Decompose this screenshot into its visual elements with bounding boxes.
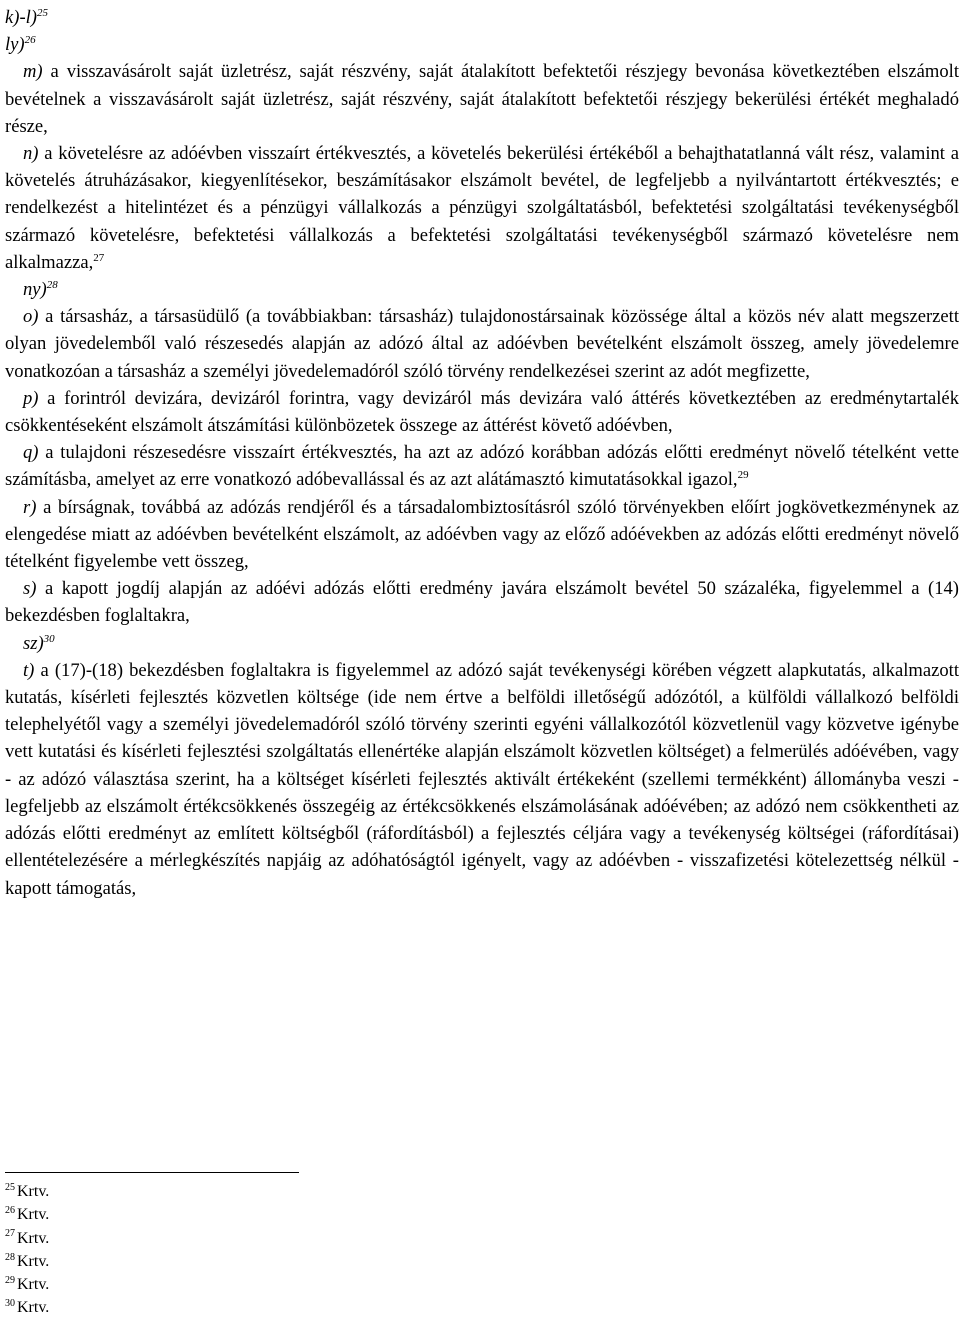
paragraph-label: m)	[23, 61, 43, 83]
footnote-30	[5, 1296, 49, 1319]
footnote-text: Krtv.	[17, 1229, 50, 1247]
paragraph-text: a bírságnak, továbbá az adózás rendjéről és a társadalombiztosításról szóló törvényekben előírt jogkövetkezménynek az elengedése miatt az adóévben bevételként elszámolt, az adóévben vagy az előző adóévekben az adózás előtti eredményt növelő tételként figyelembe vett összeg,	[5, 496, 959, 573]
footnote-text: Krtv.	[17, 1183, 50, 1200]
paragraph-text: a forintról devizára, devizáról forintra, vagy devizáról más devizára való áttérés következtében az eredménytartalék csökkentéseként elszámolt átszámítási különbözetek összege az áttérést követő adóévben,	[5, 387, 959, 437]
footnote-number: 30	[5, 1298, 15, 1310]
footnote-ref[interactable]: 26	[24, 34, 36, 47]
paragraph-label: r)	[23, 496, 37, 518]
footnote-ref[interactable]: 25	[37, 6, 48, 19]
paragraph-label: t)	[23, 659, 35, 681]
footnote-ref[interactable]: 30	[43, 632, 55, 645]
footnote-separator	[5, 1172, 299, 1173]
paragraph-text: a (17)-(18) bekezdésben foglaltakra is figyelemmel az adózó saját tevékenységi körében végzett alapkutatás, alkalmazott kutatás, kísérleti fejlesztés közvetlen költsége (ide nem értve a belföldi illetőségű adózótól, a külföldi vállalkozó belföldi telephelyétől vagy a személyi jövedelemadóról szóló törvény szerinti egyéni vállalkozótól közvetlenül vagy közvetve igénybe vett kutatási és kísérleti fejlesztési szolgáltatás ellenértéke alapján elszámolt közvetlen költséget) a felmerülés adóévében, vagy - az adózó választása szerint, ha a költséget kísérleti fejlesztés aktivált értékeként (szellemi termékként) állományba veszi - legfeljebb az elszámolt értékcsökkenés összegéig az értékcsökkenés elszámolásának adóévében; az adózó nem csökkentheti az adózás előtti eredményt az említett költségből (ráfordításból) a fejlesztés céljára vagy a tevékenység költségei (ráfordításai) ellentételezésére a mérlegkészítés napjáig az adóhatóságtól igényelt, vagy az adóévben - visszafizetési kötelezettség nélkül - kapott támogatás,	[5, 659, 959, 899]
footnotes	[5, 1180, 49, 1320]
footnote-number: 28	[5, 1251, 15, 1263]
paragraph-text: a társasház, a társasüdülő (a továbbiakban: társasház) tulajdonostársainak közössége által a közös név alatt megszerzett olyan jövedelemből való részesedés alapján az adózó által az adóévben bevételként elszámolt összeg, amely jövedelemre vonatkozóan a társasház a személyi jövedelemadóról szóló törvény rendelkezései szerint az adót megfizette,	[5, 306, 959, 382]
footnote-text: Krtv.	[17, 1206, 50, 1224]
footnote-number: 27	[5, 1228, 15, 1240]
footnote-25	[5, 1180, 49, 1203]
footnote-ref[interactable]: 27	[93, 251, 105, 264]
paragraph-label: ly)	[5, 34, 25, 56]
paragraph-label: p)	[23, 387, 39, 409]
footnote-26	[5, 1203, 49, 1226]
paragraph-text: a visszavásárolt saját üzletrész, saját részvény, saját átalakított befektetői részjegy bevonása következtében elszámolt bevételnek a visszavásárolt saját üzletrész, saját részvény, saját átalakított befektetői részjegy bekerülési értékét meghaladó része,	[5, 61, 959, 137]
paragraph-label: o)	[23, 306, 39, 328]
paragraph-t	[5, 657, 959, 902]
paragraph-k-l	[5, 4, 959, 31]
footnote-28	[5, 1250, 49, 1273]
footnote-ref[interactable]: 28	[46, 278, 58, 291]
paragraph-p	[5, 385, 959, 439]
paragraph-label: q)	[23, 442, 39, 464]
footnote-text: Krtv.	[17, 1276, 50, 1294]
footnote-ref[interactable]: 29	[737, 469, 749, 482]
paragraph-label: sz)	[23, 632, 44, 654]
paragraph-label: s)	[23, 578, 37, 600]
footnote-number: 25	[5, 1181, 15, 1193]
document-body	[5, 4, 959, 902]
paragraph-label: n)	[23, 143, 39, 165]
paragraph-text: a tulajdoni részesedésre visszaírt értékvesztés, ha azt az adózó korábban adózás előtti eredményt növelő tételként vette számításba, amelyet az erre vonatkozó adóbevallással és az azt alátámasztó kimutatásokkal igazol,	[5, 442, 959, 491]
paragraph-text: a kapott jogdíj alapján az adóévi adózás előtti eredmény javára elszámolt bevétel 50 százaléka, figyelemmel a (14) bekezdésben foglaltakra,	[5, 578, 959, 627]
paragraph-sz	[5, 630, 959, 657]
paragraph-m	[5, 58, 959, 140]
paragraph-r	[5, 494, 959, 576]
paragraph-label: k)-l)	[5, 7, 37, 28]
paragraph-o	[5, 303, 959, 385]
paragraph-q	[5, 439, 959, 493]
paragraph-ny	[5, 276, 959, 303]
paragraph-text: a követelésre az adóévben visszaírt értékvesztés, a követelés bekerülési értékéből a behajthatatlanná vált rész, valamint a követelés átruházásakor, kiegyenlítésekor, beszámításakor elszámolt bevétel, de legfeljebb a nyilvántartott értékvesztés; e rendelkezést a hitelintézet és a pénzügyi vállalkozás a pénzügyi szolgáltatásból, befektetési szolgáltatási tevékenységből származó követelésre, befektetési vállalkozás a befektetési szolgáltatási tevékenységből származó követelésre nem alkalmazza,	[5, 143, 959, 273]
footnote-29	[5, 1273, 49, 1296]
paragraph-label: ny)	[23, 279, 47, 301]
footnote-number: 29	[5, 1274, 15, 1286]
footnote-text: Krtv.	[17, 1299, 50, 1317]
paragraph-ly	[5, 31, 959, 58]
footnote-text: Krtv.	[17, 1252, 50, 1270]
footnote-number: 26	[5, 1204, 15, 1216]
footnote-27	[5, 1227, 49, 1250]
paragraph-s	[5, 575, 959, 629]
paragraph-n	[5, 140, 959, 276]
